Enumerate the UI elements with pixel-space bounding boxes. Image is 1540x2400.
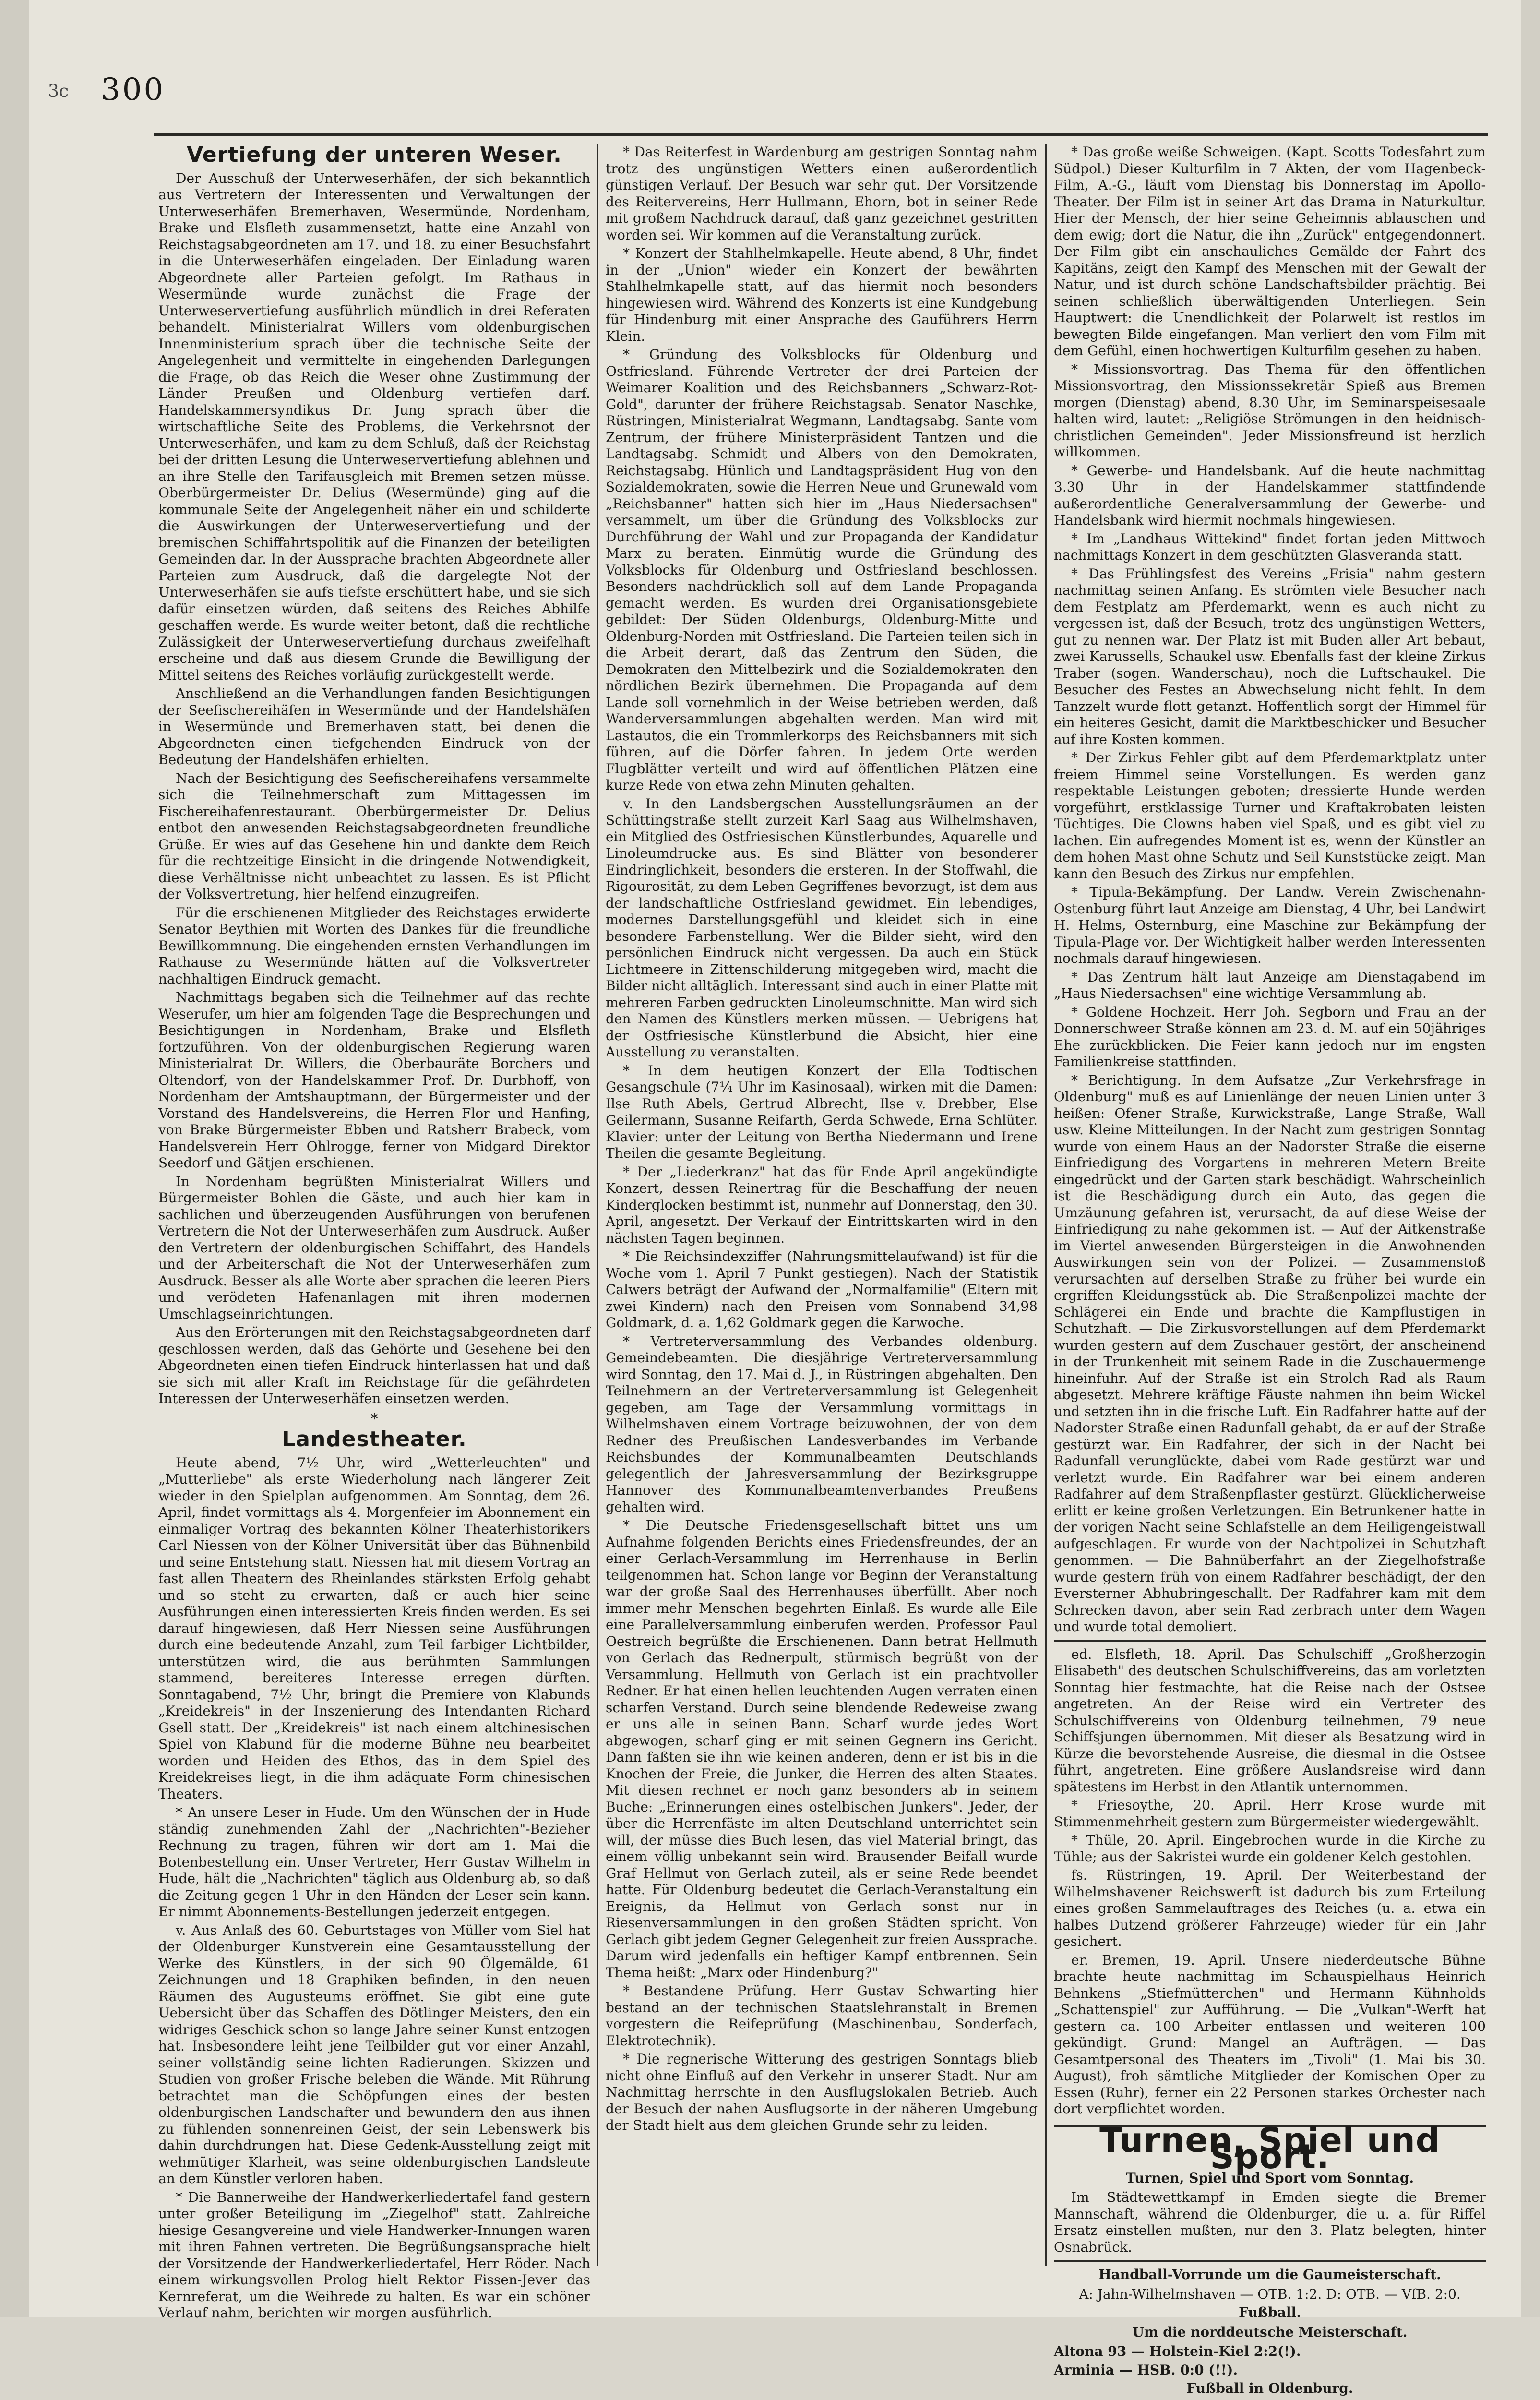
article-title: Landestheater. (158, 1431, 590, 1448)
header-rule (154, 133, 1488, 136)
news-item: * Vertreterversammlung des Verbandes oldenburg. Gemeindebeamten. Die diesjährige Vertreterversammlung wird Sonntag, den 17. Mai d. J., in Rüstringen abgehalten. Den Teilnehmern an der Vertreterversammlung ist Gelegenheit gegeben, am Tage der Versammlung vormittags in Wilhelmshaven einem Vortrage beizuwohnen, der von dem Redner des Preußischen Landesverbandes im Verbande Reichsbundes der Kommunalbeamten Deutschlands gelegentlich der Jahresversammlung der Bezirksgruppe Hannover des Kommunalbeamtenverbandes Preußens gehalten wird. (606, 1333, 1038, 1516)
scan-left-edge (0, 0, 29, 2317)
paragraph: Anschließend an die Verhandlungen fanden Besichtigungen der Seefischereihäfen in Wesermünde und der Handelshäfen in Wesermünde und Bremerhaven statt, bei denen die Abgeordneten einen tiefgehenden Eindruck von der Bedeutung der Handelshäfen erhielten. (158, 685, 590, 768)
paragraph: In Nordenham begrüßten Ministerialrat Willers und Bürgermeister Bohlen die Gäste, und auch hier kam in sachlichen und überzeugenden Ausführungen von berufenen Vertretern die Not der Unterweserhäfen zum Ausdruck. Außer den Vertretern der oldenburgischen Schiffahrt, des Handels und der Arbeiterschaft die Not der Unterweserhäfen zum Ausdruck. Besser als alle Worte aber sprachen die leeren Piers und verödeten Hafenanlagen mit ihren modernen Umschlagseinrichtungen. (158, 1174, 590, 1323)
regional-report: er. Bremen, 19. April. Unsere niederdeutsche Bühne brachte heute nachmittag im Schauspielhaus Heinrich Behnkens „Stiefmütterchen" und Hermann Kühnholds „Schattenspiel" zur Aufführung. — Die „Vulkan"-Werft hat gestern ca. 100 Arbeiter entlassen und weiteren 100 gekündigt. Grund: Mangel an Aufträgen. — Das Gesamtpersonal des Theaters im „Tivoli" (1. Mai bis 30. August), froh sämtliche Mitglieder der Komischen Oper zu Essen (Ruhr), ferner ein 22 Personen starkes Orchester nach dort verpflichtet worden. (1054, 1952, 1486, 2118)
news-item: * In dem heutigen Konzert der Ella Todtischen Gesangschule (7¼ Uhr im Kasinosaal), wirken mit die Damen: Ilse Ruth Abels, Gertrud Albrecht, Ilse v. Drebber, Else Geilermann, Susanne Reifarth, Gerda Schwede, Erna Schlüter. Klavier: unter der Leitung von Bertha Niedermann und Irene Theilen die gesamte Begleitung. (606, 1063, 1038, 1162)
match-result: Altona 93 — Holstein-Kiel 2:2(!). (1054, 2343, 1486, 2360)
news-item: * Das Frühlingsfest des Vereins „Frisia" nahm gestern nachmittag seinen Anfang. Es strömten viele Besucher nach dem Festplatz am Pferdemarkt, wenn es auch nicht zu vergessen ist, daß der Besuch, trotz des ungünstigen Wetters, gut zu nennen war. Der Platz ist mit Buden aller Art bebaut, zwei Karussells, Schaukel usw. Ebenfalls fast der kleine Zirkus Traber (sogen. Wanderschau), noch die Luftschaukel. Die Besucher des Festes an Abwechselung nicht fehlt. In dem Tanzzelt wurde flott getanzt. Hoffentlich sorgt der Himmel für ein heiteres Gesicht, damit die Marktbeschicker und Besucher auf ihre Kosten kommen. (1054, 566, 1486, 748)
handball-header: Handball-Vorrunde um die Gaumeisterschaft. (1054, 2267, 1486, 2283)
sport-section-title: Turnen, Spiel und Sport. (1054, 2132, 1486, 2165)
regional-report: fs. Rüstringen, 19. April. Der Weiterbestand der Wilhelmshavener Reichswerft ist dadurch bis zum Erteilung eines großen Sammelauftrages des Reiches (u. a. etwa ein halbes Dutzend größerer Fahrzeuge) wieder für ein Jahr gesichert. (1054, 1867, 1486, 1950)
news-item: * Das große weiße Schweigen. (Kapt. Scotts Todesfahrt zum Südpol.) Dieser Kulturfilm in 7 Akten, der vom Hagenbeck-Film, A.-G., läuft vom Dienstag bis Donnerstag im Apollo-Theater. Der Film ist in seiner Art das Drama in Naturkultur. Hier der Mensch, der hier seine Geheimnis ablauschen und dem ewig; dort die Natur, die ihn „Zurück" entgegendonnert. Der Film gibt ein anschauliches Gemälde der Fahrt des Kapitäns, zeigt den Kampf des Menschen mit der Gewalt der Natur, und ist durch schöne Landschaftsbilder prächtig. Bei seinen schließlich überwältigenden Unterliegen. Sein Hauptwert: die Unendlichkeit der Polarwelt ist restlos im bewegten Bilde eingefangen. Man verliert den vom Film mit dem Gefühl, einen hochwertigen Kulturfilm gesehen zu haben. (1054, 144, 1486, 360)
paragraph: Nach der Besichtigung des Seefischereihafens versammelte sich die Teilnehmerschaft zum Mittagessen im Fischereihafenrestaurant. Oberbürgermeister Dr. Delius entbot den anwesenden Reichstagsabgeordneten freundliche Grüße. Er wies auf das Gesehene hin und dankte dem Reich für die rechtzeitige Einsicht in die dringende Notwendigkeit, diese Verhältnisse nicht unbeachtet zu lassen. Es ist Pflicht der Volksvertretung, hier helfend einzugreifen. (158, 770, 590, 903)
fussball-subheader: Um die norddeutsche Meisterschaft. (1054, 2324, 1486, 2341)
regional-report: * Thüle, 20. April. Eingebrochen wurde in die Kirche zu Tühle; aus der Sakristei wurde ein goldener Kelch gestohlen. (1054, 1832, 1486, 1865)
paragraph: Heute abend, 7½ Uhr, wird „Wetterleuchten" und „Mutterliebe" als erste Wiederholung nach längerer Zeit wieder in den Spielplan aufgenommen. Am Sonntag, dem 26. April, findet vormittags als 4. Morgenfeier im Abonnement ein einmaliger Vortrag des bekannten Kölner Theaterhistorikers Carl Niessen von der Kölner Universität über das Bühnenbild und seine Entstehung statt. Niessen hat mit diesem Vortrag an fast allen Theatern des Rheinlandes stärksten Erfolg gehabt und so steht zu erwarten, daß er auch hier seine Ausführungen einen interessierten Kreis finden werden. Es sei darauf hingewiesen, daß Herr Niessen seine Ausführungen durch eine bedeutende Anzahl, zum Teil farbiger Lichtbilder, unterstützen wird, die aus berühmten Sammlungen stammend, bereiteres Interesse erregen dürften. Sonntagabend, 7½ Uhr, bringt die Premiere von Klabunds „Kreidekreis" in der Inszenierung des Intendanten Richard Gsell statt. Der „Kreidekreis" ist nach einem altchinesischen Spiel von Klabund für die moderne Bühne neu bearbeitet worden und Heiden des Ethos, das in dem Spiel des Kreidekreises liegt, in die ihm adäquate Form chinesischen Theaters. (158, 1455, 590, 1803)
news-item: * Die Reichsindexziffer (Nahrungsmittelaufwand) ist für die Woche vom 1. April 7 Punkt gestiegen). Nach der Statistik Calwers beträgt der Aufwand der „Normalfamilie" (Eltern mit zwei Kindern) nach den Preisen vom Sonnabend 34,98 Goldmark, d. a. 1,62 Goldmark gegen die Karwoche. (606, 1248, 1038, 1332)
regional-report: * Friesoythe, 20. April. Herr Krose wurde mit Stimmenmehrheit gestern zum Bürgermeister wiedergewählt. (1054, 1797, 1486, 1830)
news-item: * Gewerbe- und Handelsbank. Auf die heute nachmittag 3.30 Uhr in der Handelskammer stattfindende außerordentliche Generalversammlung der Gewerbe- und Handelsbank wird hiermit nochmals hingewiesen. (1054, 463, 1486, 529)
news-item: v. In den Landsbergschen Ausstellungsräumen an der Schüttingstraße stellt zurzeit Karl Saag aus Wilhelmshaven, ein Mitglied des Ostfriesischen Künstlerbundes, Aquarelle und Linoleumdrucke aus. Es sind Blätter von besonderer Eindringlichkeit, besonders die ersteren. In der Stoffwahl, die Rigourosität, zu dem Leben Gegriffenes bevorzugt, ist dem aus der landschaftliche Ostfriesland gewidmet. Ein lebendiges, modernes Darstellungsgefühl und kleidet sich in eine besondere Farbenstellung. Wer die Bilder sieht, wird den persönlichen Eindruck nicht vergessen. Da auch ein Stück Lichtmeere in Zittenschilderung mitgegeben wird, macht die Bilder nicht alltäglich. Interessant sind auch in einer Platte mit mehreren Farben gedruckten Linoleumschnitte. Man wird sich den Namen des Künstlers merken müssen. — Uebrigens hat der Ostfriesische Künstlerbund die Absicht, hier eine Ausstellung zu veranstalten. (606, 796, 1038, 1061)
divider (1054, 2260, 1486, 2262)
fussball-header: Fußball. (1054, 2304, 1486, 2321)
column-2 (606, 144, 1038, 2289)
sport-intro: Im Städtewettkampf in Emden siegte die Bremer Mannschaft, während die Oldenburger, die u. a. für Riffel Ersatz einstellen mußten, nur den 3. Platz belegten, hinter Osnabrück. (1054, 2189, 1486, 2256)
paragraph: Der Ausschuß der Unterweserhäfen, der sich bekanntlich aus Vertretern der Interessenten und Verwaltungen der Unterweserhäfen Bremerhaven, Wesermünde, Nordenham, Brake und Elsfleth zusammensetzt, hatte eine Anzahl von Reichstagsabgeordneten am 17. und 18. zu einer Besuchsfahrt in die Unterweserhäfen eingeladen. Der Einladung waren Abgeordnete aller Parteien gefolgt. Im Rathaus in Wesermünde wurde zunächst die Frage der Unterweservertiefung ausführlich mündlich in drei Referaten behandelt. Ministerialrat Willers vom oldenburgischen Innenministerium sprach über die technische Seite der Angelegenheit und vermittelte in eingehenden Darlegungen die Frage, ob das Reich die Weser ohne Zustimmung der Länder Preußen und Oldenburg vertiefen darf. Handelskammersyndikus Dr. Jung sprach über die wirtschaftliche Seite des Problems, die Verkehrsnot der Unterweserhäfen, und kam zu dem Schluß, daß der Reichstag bei der dritten Lesung die Unterweservertiefung ablehnen und an ihre Stelle den Tarifausgleich mit Bremen setzen müsse. Oberbürgermeister Dr. Delius (Wesermünde) ging auf die kommunale Seite der Angelegenheit näher ein und schilderte die Auswirkungen der Unterweservertiefung und der bremischen Schiffahrtspolitik auf die Finanzen der beteiligten Gemeinden dar. In der Aussprache brachten Abgeordnete aller Parteien zum Ausdruck, daß die dargelegte Not der Unterweserhäfen sie aufs tiefste erschüttert habe, und sie sich dafür einsetzen würden, daß seitens des Reiches Abhilfe geschaffen werde. Es wurde weiter betont, daß die rechtliche Zulässigkeit der Unterweservertiefung durchaus zweifelhaft erscheine und daß aus diesem Grunde die Bewilligung der Mittel seitens des Reiches vorläufig zurückgestellt werde. (158, 170, 590, 684)
news-item: * Die Deutsche Friedensgesellschaft bittet uns um Aufnahme folgenden Berichts eines Friedensfreundes, der an einer Gerlach-Versammlung im Herrenhause in Berlin teilgenommen hat. Schon lange vor Beginn der Veranstaltung war der große Saal des Herrenhauses überfüllt. Aber noch immer mehr Menschen begehrten Einlaß. Es wurde alle Eile eine Parallelversammlung einberufen werden. Professor Paul Oestreich begrüßte die Erschienenen. Dann betrat Hellmuth von Gerlach das Rednerpult, stürmisch begrüßt von der Versammlung. Hellmuth von Gerlach ist ein prachtvoller Redner. Er hat einen hellen leuchtenden Augen verraten einen scharfen Verstand. Durch seine blendende Redeweise zwang er uns alle in seinen Bann. Scharf wurde jedes Wort abgewogen, scharf ging er mit seinen Gegnern ins Gericht. Dann faßten sie ihn wie keinen anderen, denn er ist bis in die Knochen der Freie, die Junker, die Herren des alten Staates. Mit diesen rechnet er noch ganz besonders ab in seinem Buche: „Erinnerungen eines ostelbischen Junkers". Jeder, der über die Herrenfäste im alten Deutschland unterrichtet sein will, der müsse dies Buch lesen, das viel Material bringt, das einem völlig unbekannt sein wird. Brausender Beifall wurde Graf Hellmut von Gerlach zuteil, als er seine Rede beendet hatte. Für Oldenburg bedeutet die Gerlach-Veranstaltung ein Ereignis, da Hellmut von Gerlach sonst nur in Riesenversammlungen in den großen Städten spricht. Von Gerlach gibt jedem Gegner Gelegenheit zur freien Aussprache. Darum wird jedenfalls ein heftiger Kampf entbrennen. Sein Thema heißt: „Marx oder Hindenburg?" (606, 1517, 1038, 1981)
news-item: * Missionsvortrag. Das Thema für den öffentlichen Missionsvortrag, den Missionssekretär Spieß aus Bremen morgen (Dienstag) abend, 8.30 Uhr, im Seminarspeisesaale halten wird, lautet: „Religiöse Strömungen in den heidnisch-christlichen Gemeinden". Jeder Missionsfreund ist herzlich willkommen. (1054, 361, 1486, 461)
news-item: * Das Reiterfest in Wardenburg am gestrigen Sonntag nahm trotz des ungünstigen Wetters einen außerordentlich günstigen Verlauf. Der Besuch war sehr gut. Der Vorsitzende des Reitervereins, Herr Hullmann, Ehorn, bot in seiner Rede mit großem Nachdruck darauf, daß ganz gezeichnet gestritten worden sei. Wir kommen auf die Veranstaltung zurück. (606, 144, 1038, 243)
margin-mark: 3c (48, 82, 69, 101)
column-rule (1045, 144, 1047, 2266)
news-item: * Berichtigung. In dem Aufsatze „Zur Verkehrsfrage in Oldenburg" muß es auf Linienlänge der neuen Linien unter 3 heißen: Ofener Straße, Kurwickstraße, Lange Straße, Wall usw. Kleine Mitteilungen. In der Nacht zum gestrigen Sonntag wurde von einem Haus an der Nadorster Straße die eiserne Einfriedigung des Vorgartens in mehreren Metern Breite eingedrückt und der Garten stark beschädigt. Wahrscheinlich ist die Beschädigung durch ein Auto, das gegen die Umzäunung gefahren ist, verursacht, da auf diese Weise der Einfriedigung zu nahe gekommen ist. — Auf der Aitkenstraße im Viertel anwesenden Bürgersteigen in die Anwohnenden Auswirkungen sein von der Polizei. — Zusammenstoß verursachten auf derselben Straße zu früher bei wurde ein ergriffen Kleidungsstück ab. Die Straßenpolizei machte der Schlägerei ein Ende und brachte die Kampflustigen in Schutzhaft. — Die Zirkusvorstellungen auf dem Pferdemarkt wurden gestern auf dem Zuschauer gestört, der anscheinend in der Trunkenheit mit seinem Rade in die Zuschauermenge hineinfuhr. Auf der Straße ist ein Strolch Rad als Raum abgesetzt. Mehrere kräftige Fäuste nahmen ihn beim Wickel und setzten ihn in die frische Luft. Ein Radfahrer hatte auf der Nadorster Straße einen Radunfall gehabt, da er auf der Straße gestürzt war. Ein Radfahrer, der sich in der Nacht bei Radunfall verunglückte, dabei vom Rade gestürzt war und verletzt wurde. Ein Radfahrer war bei einem anderen Radfahrer auf dem Straßenpflaster gestürzt. Glücklicherweise erlitt er keine großen Verletzungen. Ein Betrunkener hatte in der vorigen Nacht seine Schlafstelle an dem Heiligengeistwall aufgeschlagen. Er wurde von der Nachtpolizei in Schutzhaft genommen. — Die Bahnüberfahrt an der Ziegelhofstraße wurde gestern früh von einem Radfahrer beschädigt, der den Eversterner Abhubringeschallt. Der Radfahrer kam mit dem Schrecken davon, aber sein Rad zerbrach unter dem Wagen und wurde total demoliert. (1054, 1072, 1486, 1635)
news-item: * Goldene Hochzeit. Herr Joh. Segborn und Frau an der Donnerschweer Straße können am 23. d. M. auf ein 50jähriges Ehe zurückblicken. Die Feier kann jedoch nur im engsten Familienkreise stattfinden. (1054, 1004, 1486, 1070)
section-star: * (158, 1411, 590, 1428)
news-item: * Gründung des Volksblocks für Oldenburg und Ostfriesland. Führende Vertreter der drei Parteien der Weimarer Koalition und des Reichsbanners „Schwarz-Rot-Gold", darunter der frühere Reichstagsab. Senator Naschke, Rüstringen, Ministerialrat Wegmann, Landtagsabg. Sante vom Zentrum, der frühere Ministerpräsident Tantzen und die Landtagsabg. Schmidt und Albers von den Demokraten, Reichstagsabg. Hünlich und Landtagspräsident Hug von den Sozialdemokraten, sowie die Herren Neue und Grunewald vom „Reichsbanner" hatten sich hier im „Haus Niedersachsen" versammelt, um über die Gründung des Volksblocks zur Durchführung der Wahl und zur Propaganda der Kandidatur Marx zu beraten. Einmütig wurde die Gründung des Volksblocks für Oldenburg und Ostfriesland beschlossen. Besonders nachdrücklich soll auf dem Lande Propaganda gemacht werden. Es wurden drei Organisationsgebiete gebildet: Der Süden Oldenburgs, Oldenburg-Mitte und Oldenburg-Norden mit Ostfriesland. Die Parteien teilen sich in die Arbeit derart, daß das Zentrum den Süden, die Demokraten den Mittelbezirk und die Sozialdemokraten den nördlichen Bezirk übernehmen. Die Propaganda auf dem Lande soll vornehmlich in der Weise betrieben werden, daß Wanderversammlungen abgehalten werden. Man wird mit Lastautos, die ein Trommlerkorps des Reichsbanners mit sich führen, auf die Dörfer fahren. In jedem Orte werden Flugblätter verteilt und wird auf öffentlichen Plätzen eine kurze Rede von etwa zehn Minuten gehalten. (606, 347, 1038, 794)
news-item: * Der Zirkus Fehler gibt auf dem Pferdemarktplatz unter freiem Himmel seine Vorstellungen. Es werden ganz respektable Leistungen geboten; dressierte Hunde werden vorgeführt, erstklassige Turner und Kraftakrobaten leisten Tüchtiges. Die Clowns haben viel Spaß, und es gibt viel zu lachen. Ein aufregendes Moment ist es, wenn der Künstler an dem hohen Mast ohne Schutz und Seil Kunststücke zeigt. Man kann den Besuch des Zirkus nur empfehlen. (1054, 750, 1486, 882)
article-title: Vertiefung der unteren Weser. (158, 147, 590, 164)
news-item: * Im „Landhaus Wittekind" findet fortan jeden Mittwoch nachmittags Konzert in dem geschützten Glasveranda statt. (1054, 531, 1486, 564)
scan-right-edge (1521, 0, 1540, 2317)
news-item: * Die regnerische Witterung des gestrigen Sonntags blieb nicht ohne Einfluß auf den Verkehr in unserer Stadt. Nur am Nachmittag herrschte in den Ausflugslokalen Betrieb. Auch der Besuch der nahen Ausflugsorte in der näheren Umgebung der Stadt hielt aus dem gleichen Grunde sehr zu leiden. (606, 2051, 1038, 2134)
news-item: * Der „Liederkranz" hat das für Ende April angekündigte Konzert, dessen Reinertrag für die Beschaffung der neuen Kinderglocken bestimmt ist, nunmehr auf Donnerstag, den 30. April, angesetzt. Der Verkauf der Eintrittskarten wird in den nächsten Tagen beginnen. (606, 1164, 1038, 1247)
column-rule (597, 144, 598, 2266)
news-item: * Bestandene Prüfung. Herr Gustav Schwarting hier bestand an der technischen Staatslehranstalt in Bremen vorgestern die Reifeprüfung (Maschinenbau, Sonderfach, Elektrotechnik). (606, 1983, 1038, 2049)
column-3 (1054, 144, 1486, 2289)
news-item: v. Aus Anlaß des 60. Geburtstages von Müller vom Siel hat der Oldenburger Kunstverein eine Gesamtausstellung der Werke des Künstlers, in der sich 90 Ölgemälde, 61 Zeichnungen und 18 Graphiken befinden, in den neuen Räumen des Augusteums eröffnet. Sie gibt eine gute Uebersicht über das Schaffen des Dötlinger Meisters, den ein widriges Geschick schon so lange Jahre seiner Kunst entzogen hat. Insbesondere leiht jene Teilbilder gut vor einer Anzahl, seiner vollständig seine lichten Radierungen. Skizzen und Studien von großer Frische beleben die Wände. Mit Rührung betrachtet man die Schöpfungen eines der besten oldenburgischen Landschafter und bewundern den aus ihnen zu fühlenden sonnenreinen Geist, der sein Lebenswerk bis dahin durchdrungen hat. Diese Gedenk-Ausstellung zeigt mit wehmütiger Klarheit, was seine oldenburgischen Landsleute an dem Künstler verloren haben. (158, 1922, 590, 2187)
news-item: * Das Zentrum hält laut Anzeige am Dienstagabend im „Haus Niedersachsen" eine wichtige Versammlung ab. (1054, 969, 1486, 1002)
news-item: * Tipula-Bekämpfung. Der Landw. Verein Zwischenahn-Ostenburg führt laut Anzeige am Dienstag, 4 Uhr, bei Landwirt H. Helms, Osternburg, eine Maschine zur Bekämpfung der Tipula-Plage vor. Der Wichtigkeit halber werden Interessenten nochmals darauf hingewiesen. (1054, 884, 1486, 967)
paragraph: Nachmittags begaben sich die Teilnehmer auf das rechte Weserufer, um hier am folgenden Tage die Besprechungen und Besichtigungen in Nordenham, Brake und Elsfleth fortzuführen. Von der oldenburgischen Regierung waren Ministerialrat Dr. Willers, die Oberbauräte Borchers und Oltendorf, von der Handelskammer Prof. Dr. Durbhoff, von Nordenham der Amtshauptmann, der Bürgermeister und der Vorstand des Handelsvereins, die Herren Flor und Hanfing, von Brake Bürgermeister Ebben und Ratsherr Brabeck, vom Handelsverein Herr Ohlrogge, ferner von Midgard Direktor Seedorf und Gätjen erschienen. (158, 989, 590, 1172)
regional-report: ed. Elsfleth, 18. April. Das Schulschiff „Großherzogin Elisabeth" des deutschen Schulschiffvereins, das am vorletzten Sonntag hier festmachte, hat die Reise nach der Ostsee angetreten. An der Reise wird ein Vertreter des Schulschiffvereins von Oldenburg teilnehmen, 79 neue Schiffsjungen übernommen. Mit dieser als Besatzung wird in Kürze die bevorstehende Ausreise, die diesmal in die Ostsee führt, angetreten. Eine größere Auslandsreise wird dann spätestens im Herbst in den Atlantik unternommen. (1054, 1646, 1486, 1796)
page-number: 300 (101, 72, 165, 108)
handball-results: A: Jahn-Wilhelmshaven — OTB. 1:2. D: OTB. — VfB. 2:0. (1054, 2286, 1486, 2303)
fussball-subheader: Fußball in Oldenburg. (1054, 2380, 1486, 2397)
news-item: * Konzert der Stahlhelmkapelle. Heute abend, 8 Uhr, findet in der „Union" wieder ein Konzert der bewährten Stahlhelmkapelle statt, auf das hiermit noch besonders hingewiesen wird. Während des Konzerts ist eine Kundgebung für Hindenburg mit einer Ansprache des Gauführers Herrn Klein. (606, 245, 1038, 345)
column-1 (158, 144, 590, 2289)
news-item: * Die Bannerweihe der Handwerkerliedertafel fand gestern unter großer Beteiligung im „Ziegelhof" statt. Zahlreiche hiesige Gesangvereine und viele Handwerker-Innungen waren mit ihren Fahnen vertreten. Die Begrüßungsansprache hielt der Vorsitzende der Handwerkerliedertafel, Herr Röder. Nach einem wirkungsvollen Prolog hielt Rektor Fissen-Jever das Kernreferat, um die Weihrede zu halten. Es war ein schöner Verlauf nahm, berichten wir morgen ausführlich. (158, 2189, 590, 2322)
sport-subtitle: Turnen, Spiel und Sport vom Sonntag. (1054, 2170, 1486, 2187)
match-result: Arminia — HSB. 0:0 (!!). (1054, 2362, 1486, 2379)
paragraph: Aus den Erörterungen mit den Reichstagsabgeordneten darf geschlossen werden, daß das Gehörte und Gesehene bei den Abgeordneten einen tiefen Eindruck hinterlassen hat und daß sie sich mit aller Kraft im Reichstage für die gefährdeten Interessen der Unterweserhäfen einsetzen werden. (158, 1324, 590, 1407)
paragraph: Für die erschienenen Mitglieder des Reichstages erwiderte Senator Beythien mit Worten des Dankes für die freundliche Bewillkommnung. Die eingehenden ernsten Verhandlungen im Rathause zu Wesermünde hätten auf die Volksvertreter nachhaltigen Eindruck gemacht. (158, 905, 590, 988)
divider (1054, 1640, 1486, 1642)
news-item: * An unsere Leser in Hude. Um den Wünschen der in Hude ständig zunehmenden Zahl der „Nachrichten"-Bezieher Rechnung zu tragen, führen wir dort am 1. Mai die Botenbestellung ein. Unser Vertreter, Herr Gustav Wilhelm in Hude, hält die „Nachrichten" täglich aus Oldenburg ab, so daß die Zeitung gegen 1 Uhr in den Händen der Leser sein kann. Er nimmt Abonnements-Bestellungen jederzeit entgegen. (158, 1804, 590, 1920)
